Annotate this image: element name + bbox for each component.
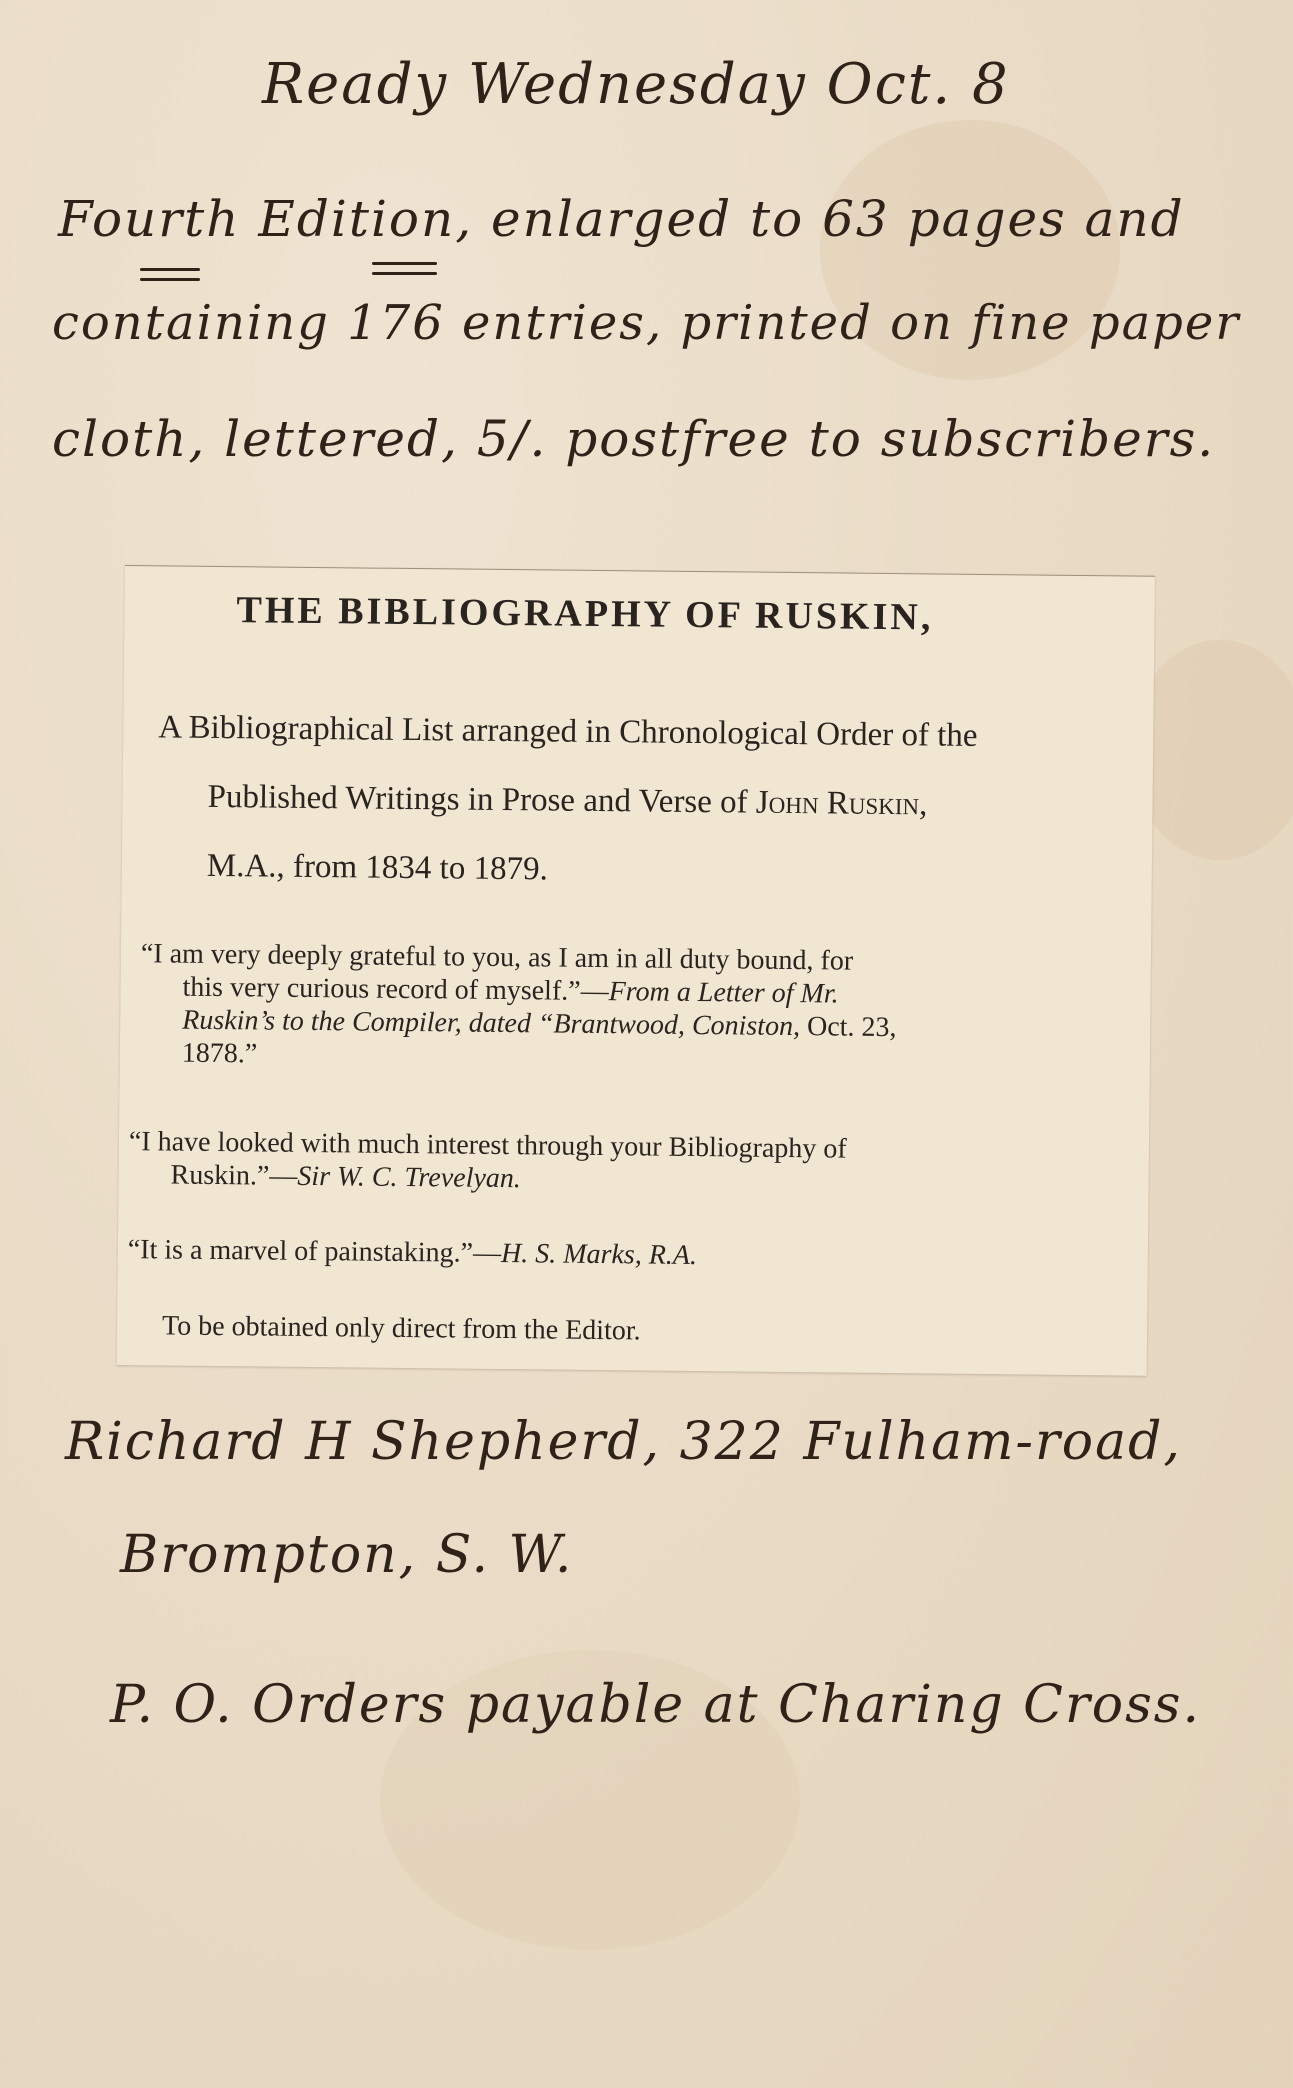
clipping-top-rule <box>125 565 1155 577</box>
description-line: A Bibliographical List arranged in Chronological Order of the <box>158 709 978 754</box>
paper-stain <box>1130 640 1293 860</box>
quote-ruskin <box>140 937 1101 1079</box>
quote-attribution: “Brantwood, Coniston, <box>530 1008 801 1043</box>
handwritten-address: Richard H Shepherd, 322 Fulham-road, <box>65 1412 1182 1472</box>
edition-underline <box>140 268 200 271</box>
description-text: , <box>918 786 928 823</box>
handwritten-edition-line: Fourth Edition, enlarged to 63 pages and <box>58 190 1185 248</box>
description-text: Published Writings in Prose and Verse of <box>207 778 757 821</box>
quote-text: this very curious record of myself.”— <box>182 971 609 1008</box>
quote-line: 1878.” <box>181 1037 258 1070</box>
author-name: John Ruskin <box>755 784 920 823</box>
quote-attribution: Sir W. C. Trevelyan. <box>297 1160 522 1195</box>
quote-trevelyan <box>128 1125 1089 1201</box>
quote-attribution: Ruskin’s to the Compiler, dated <box>182 1004 532 1040</box>
handwritten-payment-note: P. O. Orders payable at Charing Cross. <box>110 1675 1202 1735</box>
handwritten-ready-date: Ready Wednesday Oct. 8 <box>262 52 1010 117</box>
handwritten-price-line: cloth, lettered, 5/. postfree to subscribers. <box>52 410 1216 468</box>
obtain-notice: To be obtained only direct from the Editor. <box>161 1310 641 1347</box>
edition-underline <box>372 272 437 275</box>
edition-underline <box>140 278 200 281</box>
description-line <box>207 763 1148 842</box>
quote-attribution: From a Letter of Mr. <box>608 976 839 1010</box>
quote-line <box>128 1233 1088 1276</box>
description-line: M.A., from 1834 to 1879. <box>206 847 549 888</box>
quote-text: Ruskin.”— <box>170 1159 298 1192</box>
handwritten-locality: Brompton, S. W. <box>120 1525 574 1585</box>
quote-line: “I have looked with much interest through your Bibliography of <box>128 1126 847 1165</box>
quote-text: Oct. 23, <box>799 1011 897 1044</box>
quote-text: “It is a marvel of painstaking.”— <box>127 1234 502 1269</box>
edition-underline <box>372 262 437 265</box>
quote-attribution: H. S. Marks, R.A. <box>500 1237 698 1272</box>
printed-clipping <box>117 565 1155 1376</box>
clipping-title: THE BIBLIOGRAPHY OF RUSKIN, <box>236 589 934 639</box>
quote-marks <box>128 1233 1088 1276</box>
quote-line: “I am very deeply grateful to you, as I am in all duty bound, for <box>140 938 854 977</box>
clipping-description <box>156 693 1148 910</box>
handwritten-entries-line: containing 176 entries, printed on fine paper <box>52 295 1241 351</box>
